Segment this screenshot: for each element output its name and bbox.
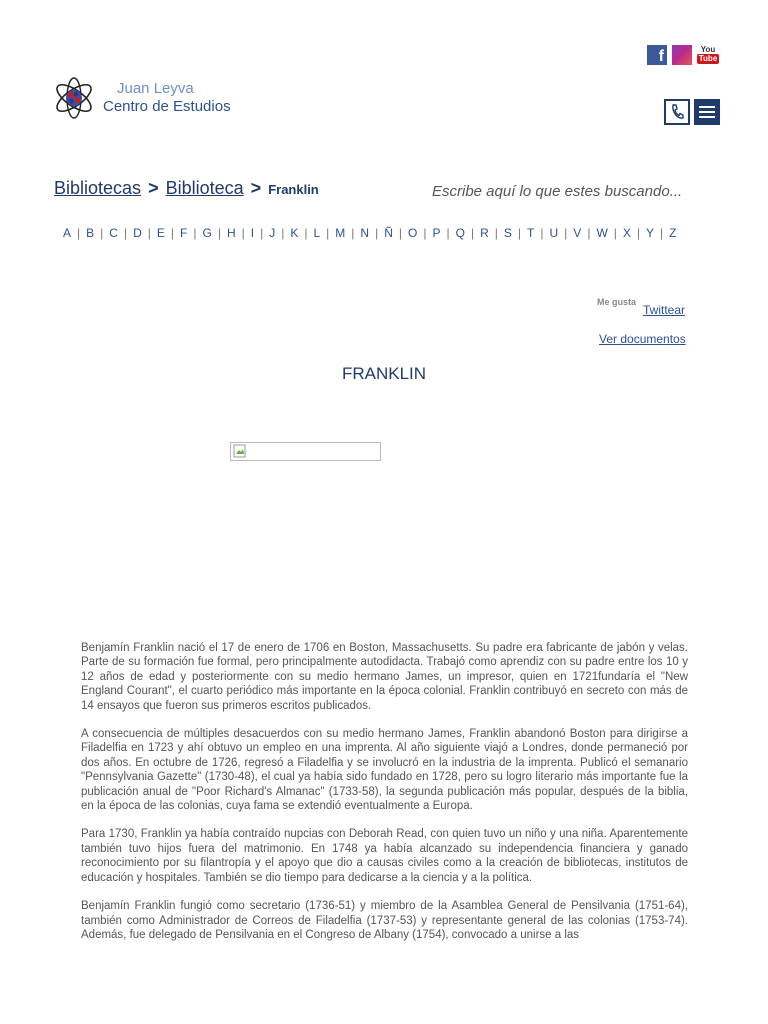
breadcrumb-bibliotecas[interactable]: Bibliotecas <box>54 178 142 198</box>
alphabet-separator: | <box>660 226 664 240</box>
alphabet-separator: | <box>613 226 617 240</box>
alphabet-separator: | <box>375 226 379 240</box>
alphabet-index <box>60 222 730 244</box>
alphabet-separator: | <box>517 226 522 240</box>
alphabet-separator: | <box>587 226 591 240</box>
alphabet-letter-link[interactable]: N <box>360 226 370 240</box>
article-paragraph: Para 1730, Franklin ya había contraído nupcias con Deborah Read, con quien tuvo un niño y una niña. Aparentemente también tuvo hijos fuera del matrimonio. En 1748 ya había alcanzado su independencia financiera y ganado reconocimiento por su filantropía y el apoyo que dio a causas civiles como a la creación de bibliotecas, institutos de educación y hospitales. También se dio tiempo para dedicarse a la ciencia y a la política. <box>81 828 688 884</box>
alphabet-separator: | <box>260 226 264 240</box>
alphabet-separator: | <box>100 226 104 240</box>
youtube-icon[interactable] <box>697 45 719 65</box>
page-title: FRANKLIN <box>341 364 427 383</box>
alphabet-letter-link[interactable]: E <box>156 226 165 240</box>
alphabet-separator: | <box>147 226 151 240</box>
alphabet-letter-link[interactable]: O <box>408 226 418 240</box>
alphabet-separator: | <box>304 226 308 240</box>
article-image <box>230 442 381 461</box>
alphabet-separator: | <box>193 226 197 240</box>
alphabet-letter-link[interactable]: X <box>622 226 631 240</box>
article-paragraph: A consecuencia de múltiples desacuerdos con su medio hermano James, Franklin abandonó Boston para dirigirse a Filadelfia en 1723 y ahí obtuvo un empleo en una imprenta. Al año siguiente viajó a Londres, donde permaneció por dos años. En octubre de 1726, regresó a Filadelfia y se involucró en la industria de la imprenta. Publicó el semanario "Pennsylvania Gazette" (1730-48), el cual ya había sido fundado en 1728, pero su logro literario más importante fue la publicación anual de "Poor Richard's Almanac" (1733-58), la segunda publicación más popular, después de la biblia, en la época de las colonias, cuya fama se extendió eventualmente a Europa. <box>81 728 688 813</box>
hamburger-icon-bar <box>699 106 715 108</box>
alphabet-separator: | <box>540 226 544 240</box>
alphabet-letter-link[interactable]: K <box>290 226 299 240</box>
alphabet-separator: | <box>326 226 330 240</box>
alphabet-letter-link[interactable]: S <box>503 226 512 240</box>
article-paragraph: Benjamín Franklin fungió como secretario (1736-51) y miembro de la Asamblea General de Pensilvania (1751-64), también como Administrador de Correos de Filadelfia (1737-53) y representante general de las colonias (1753-74). Además, fue delegado de Pensilvania en el Congreso de Albany (1754), convocado a unirse a las <box>81 900 688 941</box>
menu-button[interactable] <box>694 99 720 125</box>
article-paragraph: Benjamín Franklin nació el 17 de enero de 1706 en Boston, Massachusetts. Su padre era fabricante de jabón y velas. Parte de su formación fue formal, pero principalmente autodidacta. Trabajó como aprendiz con su padre entre los 10 y 12 años de edad y posteriormente con su medio hermano James, un impresor, quien en 1721fundaría el "New England Courant", el cuarto periódico más importante en la época colonial. Franklin contribuyó en secreto con más de 14 ensayos que fueron sus primeros escritos publicados. <box>81 642 688 712</box>
alphabet-separator: | <box>446 226 450 240</box>
breadcrumb <box>54 178 319 199</box>
alphabet-separator: | <box>398 226 403 240</box>
alphabet-separator: | <box>423 226 427 240</box>
breadcrumb-biblioteca[interactable]: Biblioteca <box>165 178 244 198</box>
breadcrumb-separator: > <box>148 178 159 198</box>
alphabet-letter-link[interactable]: R <box>480 226 489 240</box>
phone-icon <box>670 104 684 120</box>
facebook-icon[interactable]: f <box>647 45 667 65</box>
social-links <box>647 45 719 65</box>
alphabet-letter-link[interactable]: M <box>335 226 346 240</box>
phone-button[interactable] <box>664 99 690 125</box>
search-input[interactable] <box>432 183 732 200</box>
alphabet-letter-link[interactable]: G <box>202 226 212 240</box>
alphabet-letter-link[interactable]: Q <box>455 226 465 240</box>
alphabet-separator: | <box>170 226 175 240</box>
alphabet-separator: | <box>636 226 641 240</box>
alphabet-letter-link[interactable]: J <box>269 226 276 240</box>
alphabet-separator: | <box>351 226 355 240</box>
alphabet-separator: | <box>564 226 568 240</box>
alphabet-letter-link[interactable]: Ñ <box>384 226 393 240</box>
alphabet-letter-link[interactable]: Z <box>669 226 677 240</box>
article-body <box>81 641 688 956</box>
logo-name: Juan Leyva <box>117 80 194 97</box>
alphabet-letter-link[interactable]: A <box>63 226 72 240</box>
alphabet-separator: | <box>241 226 245 240</box>
view-documents-link[interactable]: Ver documentos <box>599 332 686 346</box>
alphabet-letter-link[interactable]: P <box>432 226 441 240</box>
logo-subtitle: Centro de Estudios <box>103 98 231 115</box>
alphabet-separator: | <box>217 226 221 240</box>
instagram-icon[interactable] <box>672 45 692 65</box>
breadcrumb-current: Franklin <box>268 182 319 197</box>
alphabet-separator: | <box>494 226 498 240</box>
alphabet-separator: | <box>77 226 81 240</box>
alphabet-letter-link[interactable]: B <box>86 226 95 240</box>
alphabet-letter-link[interactable]: F <box>180 226 188 240</box>
youtube-tube-text: Tube <box>698 54 718 63</box>
like-button[interactable]: Me gusta <box>597 297 637 307</box>
youtube-you-text: You <box>700 45 716 54</box>
alphabet-letter-link[interactable]: Y <box>646 226 655 240</box>
hamburger-icon-bar <box>699 116 715 118</box>
alphabet-separator: | <box>281 226 285 240</box>
twitter-share-link[interactable]: Twittear <box>643 303 686 317</box>
alphabet-letter-link[interactable]: H <box>226 226 236 240</box>
alphabet-separator: | <box>123 226 128 240</box>
breadcrumb-separator: > <box>250 178 262 198</box>
alphabet-letter-link[interactable]: L <box>313 226 321 240</box>
alphabet-letter-link[interactable]: W <box>596 226 608 240</box>
alphabet-separator: | <box>470 226 475 240</box>
alphabet-letter-link[interactable]: U <box>549 226 559 240</box>
hamburger-icon-bar <box>699 111 715 113</box>
alphabet-letter-link[interactable]: T <box>527 226 535 240</box>
site-logo[interactable] <box>52 70 252 126</box>
broken-image-icon <box>233 444 247 458</box>
alphabet-letter-link[interactable]: D <box>133 226 142 240</box>
alphabet-letter-link[interactable]: I <box>250 226 255 240</box>
atom-logo-icon <box>52 70 102 126</box>
alphabet-letter-link[interactable]: C <box>109 226 118 240</box>
alphabet-letter-link[interactable]: V <box>573 226 582 240</box>
